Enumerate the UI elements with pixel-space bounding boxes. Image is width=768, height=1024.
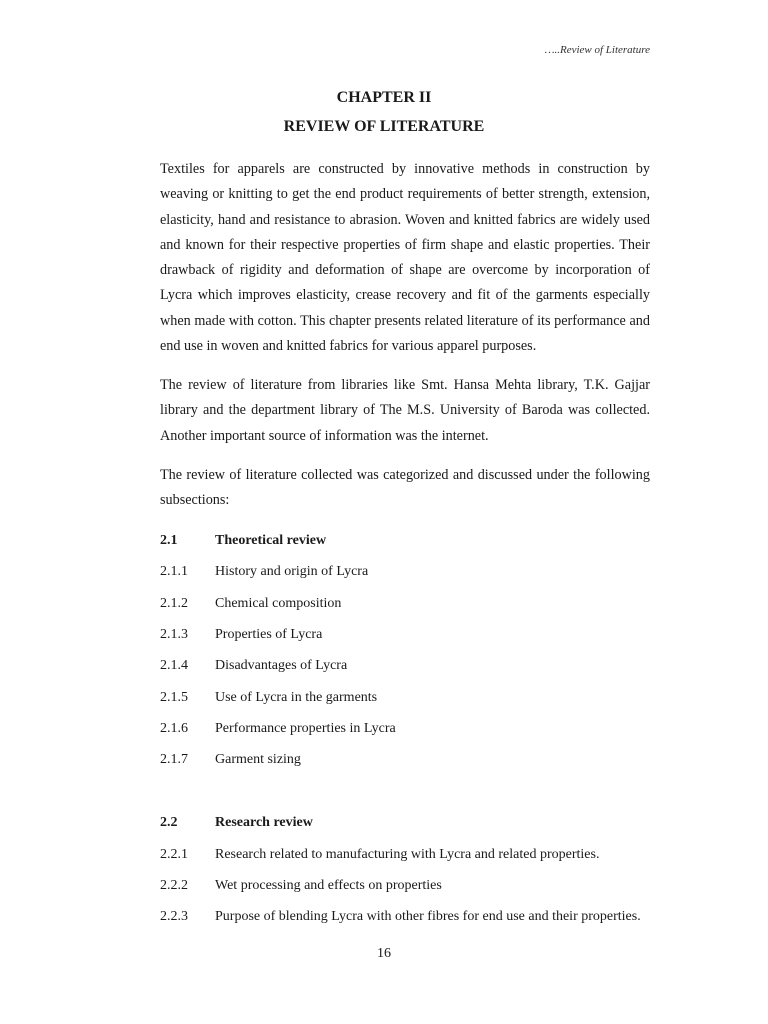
subsection-label: Properties of Lycra [215, 627, 323, 642]
subsection-number: 2.1.3 [160, 627, 188, 642]
subsection-number: 2.1.7 [160, 752, 188, 767]
subsection-label: Use of Lycra in the garments [215, 690, 378, 705]
subsection-label: Research related to manufacturing with Lycra and related properties. [215, 847, 600, 862]
section-number: 2.2 [160, 815, 178, 830]
page-number: 16 [377, 946, 391, 961]
subsection-number: 2.2.1 [160, 847, 188, 862]
section-title: Theoretical review [215, 533, 327, 548]
subsection-number: 2.1.5 [160, 690, 188, 705]
intro-paragraph: Textiles for apparels are constructed by innovative methods in construction by weaving or knitting to get the end product requirements of better strength, extension, elasticity, hand and resistance to abrasion. Woven and knitted fabrics are widely used and known for their respective properties of firm shape and elastic properties. Their drawback of rigidity and deformation of shape are overcome by incorporation of Lycra which improves elasticity, crease recovery and fit of the garments especially when made with cotton. This chapter presents related literature of its performance and end use in woven and knitted fabrics for various apparel purposes. [160, 161, 650, 355]
chapter-title: REVIEW OF LITERATURE [283, 118, 485, 135]
subsections-paragraph: The review of literature collected was categorized and discussed under the following subsections: [160, 467, 650, 509]
subsection-number: 2.2.2 [160, 878, 188, 893]
subsection-label: Garment sizing [215, 752, 301, 767]
subsection-number: 2.2.3 [160, 909, 188, 924]
subsection-label: Purpose of blending Lycra with other fibres for end use and their properties. [215, 909, 641, 924]
section-title: Research review [215, 815, 313, 830]
subsection-label: Wet processing and effects on properties [215, 878, 442, 893]
subsection-number: 2.1.6 [160, 721, 188, 736]
subsection-number: 2.1.2 [160, 596, 188, 611]
subsection-label: Performance properties in Lycra [215, 721, 396, 736]
subsection-number: 2.1.1 [160, 564, 188, 579]
section-number: 2.1 [160, 533, 178, 548]
running-header: …..Review of Literature [544, 44, 650, 56]
chapter-number: CHAPTER II [336, 89, 432, 106]
subsection-label: Disadvantages of Lycra [215, 658, 348, 673]
subsection-label: History and origin of Lycra [215, 564, 369, 579]
sources-paragraph: The review of literature from libraries like Smt. Hansa Mehta library, T.K. Gajjar library and the department library of The M.S. University of Baroda was collected. Another important source of information was the internet. [160, 377, 650, 444]
subsection-label: Chemical composition [215, 596, 342, 611]
subsection-number: 2.1.4 [160, 658, 188, 673]
